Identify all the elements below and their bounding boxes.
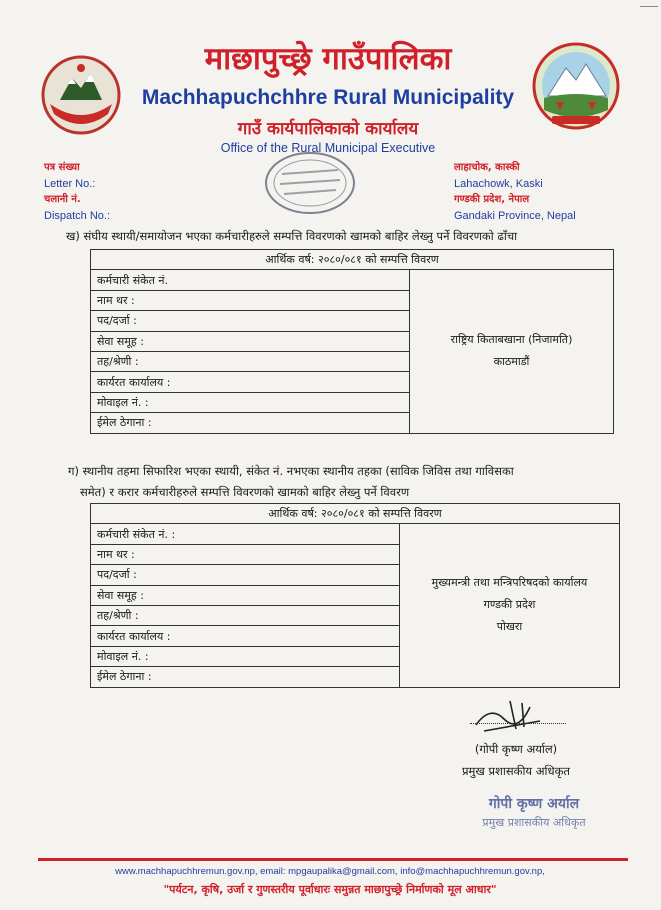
section-kha-table (90, 249, 614, 434)
section-ga-destination (400, 524, 620, 687)
address-np-1: लाहाचोक, कास्की (454, 162, 520, 173)
section-ga-field: ईमेल ठेगाना : (91, 667, 400, 687)
municipality-logo-icon (530, 40, 622, 132)
section-kha-field: ईमेल ठेगाना : (91, 413, 410, 433)
section-ga-field: तह/श्रेणी : (91, 605, 400, 625)
section-ga-field: मोवाइल नं. : (91, 646, 400, 666)
letter-meta-left (44, 160, 110, 224)
section-kha-field: सेवा समूह : (91, 331, 410, 351)
page-corner-mark (640, 6, 658, 17)
section-ga-table (90, 503, 620, 688)
section-ga-field: कार्यरत कार्यालय : (91, 626, 400, 646)
office-stamp-icon (262, 150, 358, 216)
section-kha-heading: ख) संघीय स्थायी/समायोजन भएका कर्मचारीहरुले सम्पत्ति विवरणको खामको बाहिर लेख्नु पर्ने विवरणको ढाँचा (66, 229, 518, 243)
letter-meta-right (454, 160, 576, 224)
section-ga-destination-line1: मुख्यमन्त्री तथा मन्त्रिपरिषदको कार्यालय (431, 576, 588, 590)
section-kha-table-title: आर्थिक वर्ष: २०८०/०८१ को सम्पत्ति विवरण (91, 250, 614, 270)
footer-slogan: "पर्यटन, कृषि, उर्जा र गुणस्तरीय पूर्वाधारः समुन्नत माछापुच्छ्रे निर्माणको मूल आधार" (163, 883, 497, 896)
section-ga-field: पद/दर्जा : (91, 565, 400, 585)
address-en-2: Gandaki Province, Nepal (454, 210, 576, 222)
section-kha-field: कर्मचारी संकेत नं. (91, 270, 410, 290)
letter-no-label-en: Letter No.: (44, 178, 96, 190)
section-ga-field: कर्मचारी संकेत नं. : (91, 524, 400, 544)
section-ga-destination-line2: गण्डकी प्रदेश (483, 598, 536, 612)
signature-line (470, 723, 566, 724)
section-kha-field: नाम थर : (91, 290, 410, 310)
org-name-en: Machhapuchchhre Rural Municipality (141, 86, 515, 109)
footer-rule (38, 858, 628, 861)
footer-contact: www.machhapuchhremun.gov.np, email: mpgaupalika@gmail.com, info@machhapuchhremun.gov.np, (115, 866, 545, 877)
section-kha-field: पद/दर्जा : (91, 311, 410, 331)
section-ga-destination-line3: पोखरा (496, 620, 523, 634)
section-ga-field: नाम थर : (91, 544, 400, 564)
org-name-np: माछापुच्छ्रे गाउँपालिका (204, 41, 452, 77)
dispatch-no-label-en: Dispatch No.: (44, 210, 111, 222)
section-kha-destination-line2: काठमाडौं (493, 355, 530, 369)
nepal-emblem-icon (38, 52, 124, 138)
dispatch-no-label-np: चलानी नं. (44, 194, 81, 205)
section-kha-destination (410, 270, 614, 433)
address-en-1: Lahachowk, Kaski (454, 178, 543, 190)
section-kha-field: मोवाइल नं. : (91, 392, 410, 412)
stamp-name-text: गोपी कृष्ण अर्याल (488, 796, 580, 812)
section-ga-field: सेवा समूह : (91, 585, 400, 605)
signatory-title: प्रमुख प्रशासकीय अधिकृत (462, 764, 570, 778)
section-kha-destination-line1: राष्ट्रिय किताबखाना (निजामति) (450, 333, 573, 347)
section-kha-field: तह/श्रेणी : (91, 351, 410, 371)
section-ga-heading-line1: ग) स्थानीय तहमा सिफारिश भएका स्थायी, संकेत नं. नभएका स्थानीय तहका (साविक जिविस तथा गाविसका (68, 464, 514, 478)
office-name-en: Office of the Rural Municipal Executive (220, 141, 436, 155)
stamp-title-text: प्रमुख प्रशासकीय अधिकृत (482, 816, 586, 829)
section-ga-heading-line2: समेत) र करार कर्मचारीहरुले सम्पत्ति विवरणको खामको बाहिर लेख्नु पर्ने विवरण (80, 485, 410, 499)
handwritten-signature-icon (470, 695, 550, 737)
office-name-np: गाउँ कार्यपालिकाको कार्यालय (237, 119, 419, 139)
letter-no-label-np: पत्र संख्या (44, 162, 80, 173)
signatory-name: (गोपी कृष्ण अर्याल) (474, 742, 558, 756)
signatory-block (452, 738, 580, 782)
section-kha-field: कार्यरत कार्यालय : (91, 372, 410, 392)
address-np-2: गण्डकी प्रदेश, नेपाल (454, 194, 530, 205)
section-ga-table-title: आर्थिक वर्ष: २०८०/०८१ को सम्पत्ति विवरण (91, 504, 620, 524)
name-stamp-icon (470, 788, 598, 836)
